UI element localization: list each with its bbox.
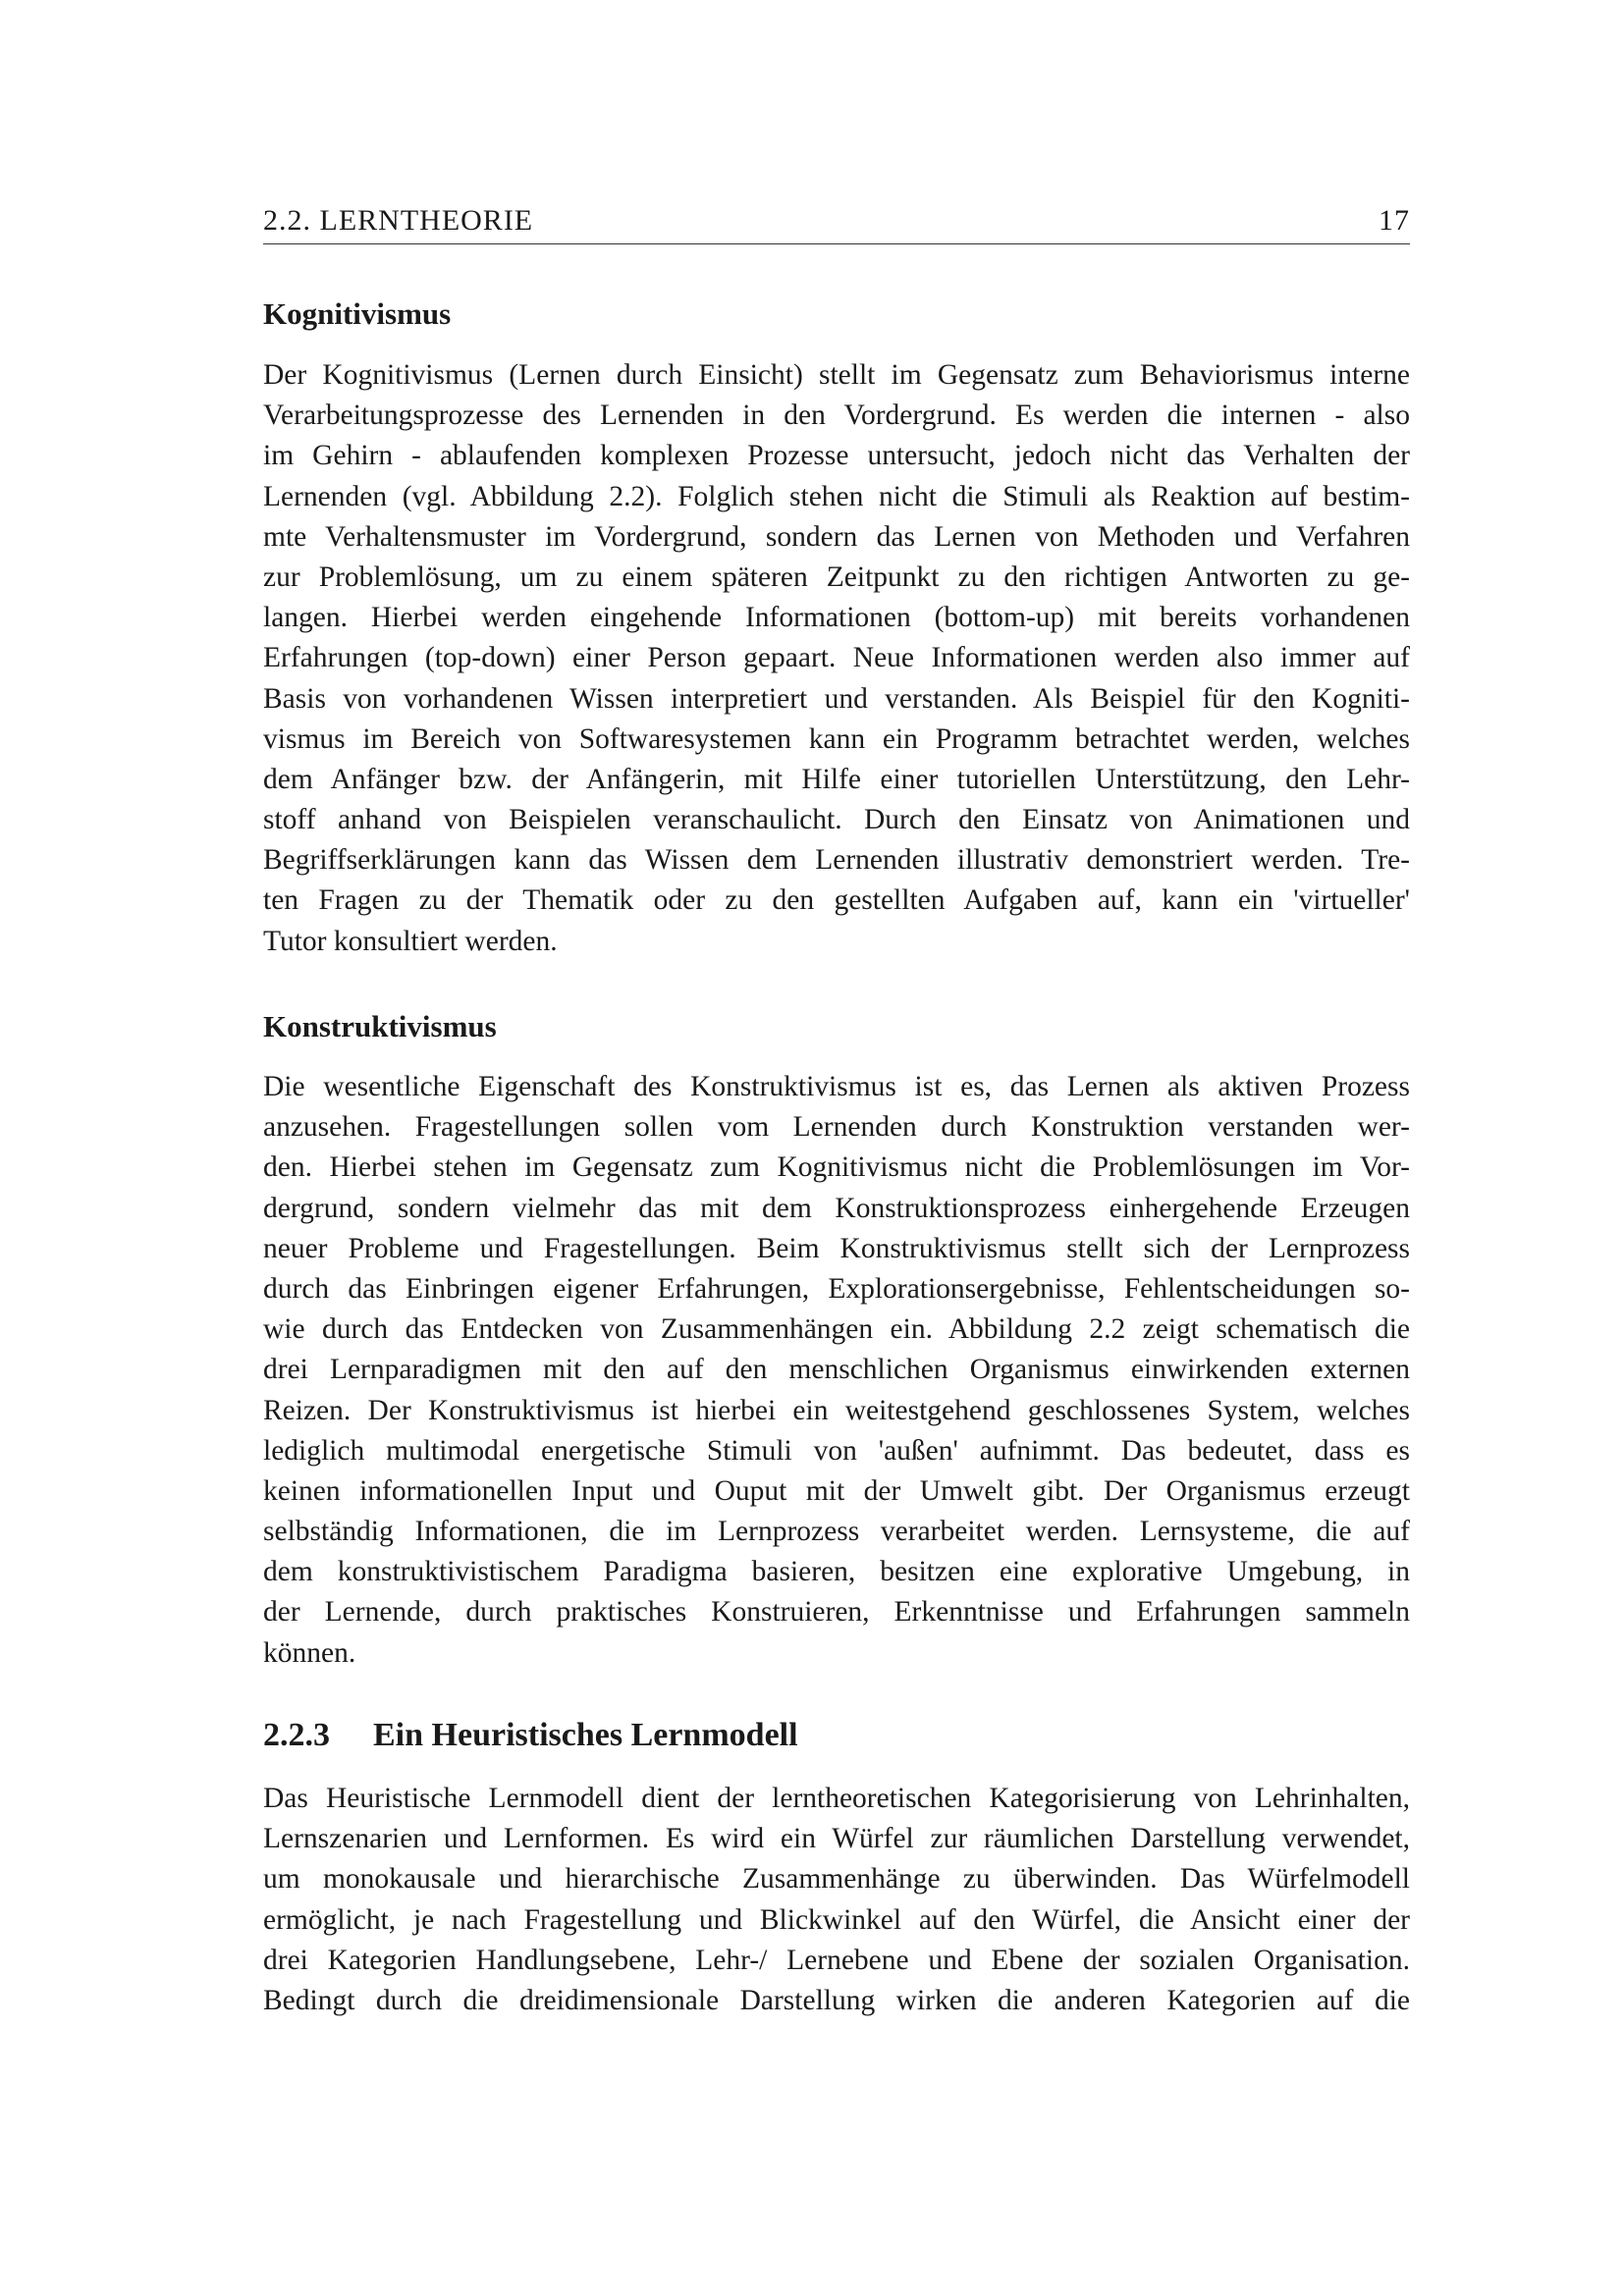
paragraph-kognitivismus [263, 355, 1410, 962]
text-line: Erfahrungen (top-down) einer Person gepaart. Neue Informationen werden also immer auf [263, 642, 1410, 674]
running-header [263, 204, 1410, 244]
subsection-title: Ein Heuristisches Lernmodell [373, 1717, 798, 1753]
text-line: im Gehirn - ablaufenden komplexen Prozesse untersucht, jedoch nicht das Verhalten der [263, 440, 1410, 472]
text-line: drei Kategorien Handlungsebene, Lehr-/ Lernebene und Ebene der sozialen Organisation. [263, 1944, 1410, 1976]
text-line: selbständig Informationen, die im Lernprozess verarbeitet werden. Lernsysteme, die auf [263, 1516, 1410, 1548]
section-heading-kognitivismus: Kognitivismus [263, 296, 452, 331]
paragraph-lernmodell [263, 1779, 1410, 2021]
text-line: vismus im Bereich von Softwaresystemen kann ein Programm betrachtet werden, welches [263, 722, 1410, 755]
text-line: Lernenden (vgl. Abbildung 2.2). Folglich stehen nicht die Stimuli als Reaktion auf bestim- [263, 480, 1410, 512]
text-line: stoff anhand von Beispielen veranschaulicht. Durch den Einsatz von Animationen und [263, 804, 1410, 836]
text-line: Der Kognitivismus (Lernen durch Einsicht) stellt im Gegensatz zum Behaviorismus interne [263, 359, 1410, 391]
text-line: Verarbeitungsprozesse des Lernenden in den Vordergrund. Es werden die internen - also [263, 400, 1410, 432]
text-line: Basis von vorhandenen Wissen interpretiert und verstanden. Als Beispiel für den Kogniti- [263, 682, 1410, 715]
text-line: ten Fragen zu der Thematik oder zu den gestellten Aufgaben auf, kann ein 'virtueller' [263, 884, 1410, 917]
text-line: anzusehen. Fragestellungen sollen vom Lernenden durch Konstruktion verstanden wer- [263, 1111, 1410, 1144]
paragraph-konstruktivismus [263, 1067, 1410, 1674]
text-line: Das Heuristische Lernmodell dient der lerntheoretischen Kategorisierung von Lehrinhalten, [263, 1783, 1410, 1814]
text-line: Lernszenarien und Lernformen. Es wird ein Würfel zur räumlichen Darstellung verwendet, [263, 1823, 1410, 1855]
text-line: den. Hierbei stehen im Gegensatz zum Kognitivismus nicht die Problemlösungen im Vor- [263, 1151, 1410, 1184]
text-line: Tutor konsultiert werden. [263, 925, 558, 957]
text-line: der Lernende, durch praktisches Konstruieren, Erkenntnisse und Erfahrungen sammeln [263, 1596, 1410, 1629]
text-line: dem konstruktivistischem Paradigma basieren, besitzen eine explorative Umgebung, in [263, 1556, 1410, 1588]
text-line: ermöglicht, je nach Fragestellung und Blickwinkel auf den Würfel, die Ansicht einer der [263, 1903, 1410, 1936]
text-line: Begriffserklärungen kann das Wissen dem Lernenden illustrativ demonstriert werden. Tre- [263, 844, 1410, 877]
section-heading-konstruktivismus: Konstruktivismus [263, 1009, 497, 1043]
text-line: Die wesentliche Eigenschaft des Konstruktivismus ist es, das Lernen als aktiven Prozess [263, 1071, 1410, 1102]
running-header-section: 2.2. LERNTHEORIE [263, 204, 534, 237]
text-line: zur Problemlösung, um zu einem späteren Zeitpunkt zu den richtigen Antworten zu ge- [263, 561, 1410, 593]
text-line: wie durch das Entdecken von Zusammenhängen ein. Abbildung 2.2 zeigt schematisch die [263, 1313, 1410, 1346]
subsection-heading [263, 1716, 1410, 1755]
text-line: neuer Probleme und Fragestellungen. Beim Konstruktivismus stellt sich der Lernprozess [263, 1232, 1410, 1264]
page-number: 17 [1379, 204, 1410, 237]
text-line: langen. Hierbei werden eingehende Informationen (bottom-up) mit bereits vorhandenen [263, 602, 1410, 634]
text-line: Bedingt durch die dreidimensionale Darstellung wirken die anderen Kategorien auf die [263, 1984, 1410, 2016]
text-line: durch das Einbringen eigener Erfahrungen, Explorationsergebnisse, Fehlentscheidungen so- [263, 1272, 1410, 1305]
subsection-number: 2.2.3 [263, 1717, 330, 1753]
text-line: mte Verhaltensmuster im Vordergrund, sondern das Lernen von Methoden und Verfahren [263, 520, 1410, 553]
text-line: dem Anfänger bzw. der Anfängerin, mit Hilfe einer tutoriellen Unterstützung, den Lehr- [263, 763, 1410, 795]
text-line: Reizen. Der Konstruktivismus ist hierbei ein weitestgehend geschlossenes System, welches [263, 1394, 1410, 1426]
text-line: drei Lernparadigmen mit den auf den menschlichen Organismus einwirkenden externen [263, 1354, 1410, 1386]
text-line: können. [263, 1636, 356, 1669]
text-line: lediglich multimodal energetische Stimuli von 'außen' aufnimmt. Das bedeutet, dass es [263, 1434, 1410, 1467]
text-line: um monokausale und hierarchische Zusammenhänge zu überwinden. Das Würfelmodell [263, 1863, 1410, 1896]
text-line: keinen informationellen Input und Ouput mit der Umwelt gibt. Der Organismus erzeugt [263, 1474, 1410, 1507]
text-line: dergrund, sondern vielmehr das mit dem Konstruktionsprozess einhergehende Erzeugen [263, 1192, 1410, 1224]
